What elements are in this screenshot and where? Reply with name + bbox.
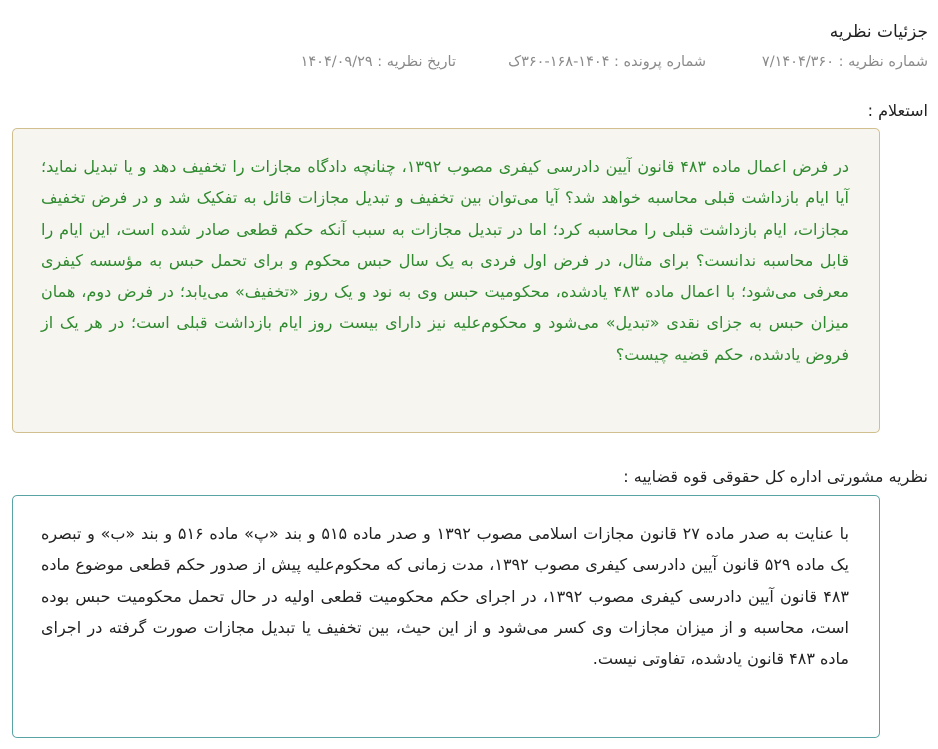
opinion-number-label: شماره نظریه : (833, 54, 928, 70)
file-number-label: شماره پرونده : (609, 54, 706, 70)
opinion-date (301, 54, 456, 70)
opinion-text: با عنایت به صدر ماده ۲۷ قانون مجازات اسلامی مصوب ۱۳۹۲ و صدر ماده ۵۱۵ و بند «پ» ماده ۵۱۶ و بند «ب» و تبصره یک ماده ۵۲۹ قانون آیین دادرسی کیفری مصوب ۱۳۹۲، مدت زمانی که محکوم‌علیه پیش از صدور حکم قطعی موضوع ماده ۴۸۳ قانون آیین دادرسی کیفری مصوب ۱۳۹۲، در اجرای حکم محکومیت قطعی اولیه در حال تحمل محکومیت حبس بوده است، محاسبه و از میزان مجازات وی کسر می‌شود و از این حیث، بین تخفیف یا تبدیل مجازات صورت گرفته در اجرای ماده ۴۸۳ قانون یادشده، تفاوتی نیست. (41, 524, 850, 669)
opinion-heading: نظریه مشورتی اداره کل حقوقی قوه قضاییه : (623, 467, 928, 486)
inquiry-text: در فرض اعمال ماده ۴۸۳ قانون آیین دادرسی کیفری مصوب ۱۳۹۲، چنانچه دادگاه مجازات را تخفیف دهد و یا تبدیل نماید؛ آیا ایام بازداشت قبلی محاسبه خواهد شد؟ آیا می‌توان بین تخفیف و تبدیل مجازات قائل به تفکیک شد و در فرض تخفیف مجازات، ایام بازداشت قبلی را محاسبه کرد؛ اما در تبدیل مجازات به سبب آنکه حکم قطعی صادر شده است، این ایام را قابل محاسبه ندانست؟ برای مثال، در فرض اول فردی به یک سال حبس محکوم و برای تحمل حبس به مؤسسه کیفری معرفی می‌شود؛ با اعمال ماده ۴۸۳ یادشده، محکومیت حبس وی به نود و یک روز «تخفیف» می‌یابد؛ در فرض دوم، همان میزان حبس به جزای نقدی «تبدیل» می‌شود و محکوم‌علیه نیز دارای بیست روز ایام بازداشت قبلی است؛ در هر یک از فروض یادشده، حکم قضیه چیست؟ (41, 157, 850, 364)
inquiry-box (12, 128, 880, 433)
inquiry-heading: استعلام : (867, 101, 928, 120)
opinion-number-value: ۷/۱۴۰۴/۳۶۰ (761, 54, 834, 70)
file-number-value: ۱۴۰۴-۱۶۸-۳۶۰ک (508, 54, 610, 70)
opinion-date-value: ۱۴۰۴/۰۹/۲۹ (300, 54, 373, 70)
opinion-number (762, 54, 928, 70)
opinion-date-label: تاریخ نظریه : (372, 54, 456, 70)
opinion-box (12, 495, 880, 738)
file-number (508, 54, 706, 70)
opinion-meta (0, 54, 928, 76)
page-title: جزئیات نظریه (829, 22, 928, 42)
